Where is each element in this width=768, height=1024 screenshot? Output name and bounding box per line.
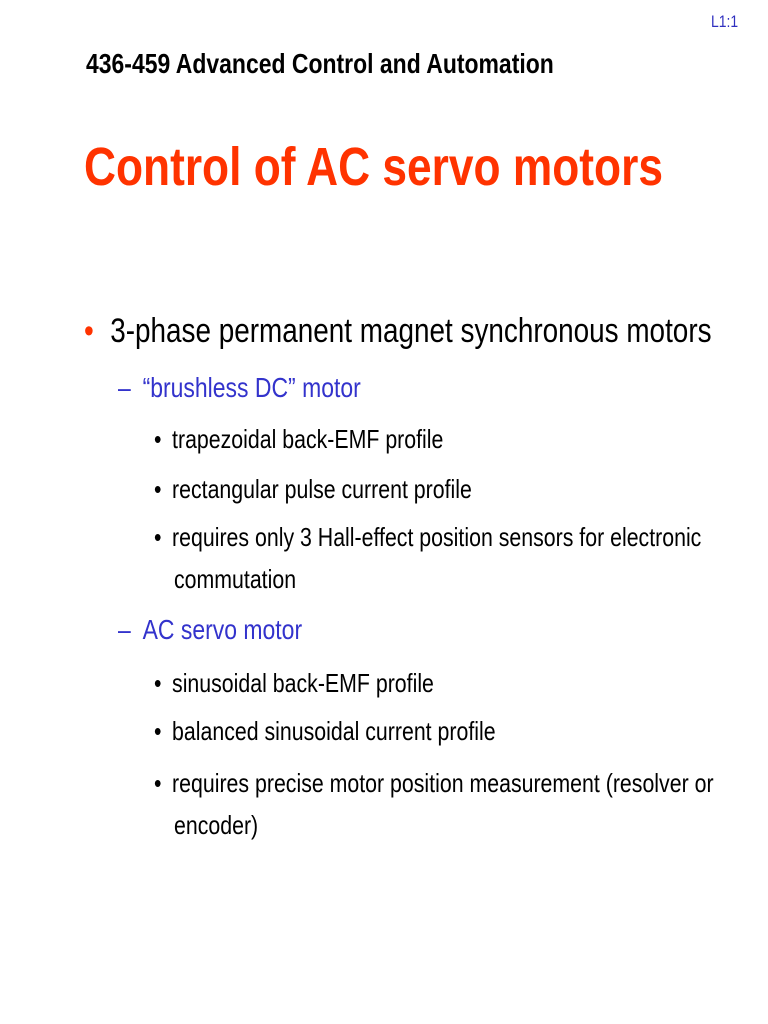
bullet-marker: • xyxy=(84,312,94,350)
list-item xyxy=(154,474,472,505)
main-bullet xyxy=(84,312,712,351)
bullet-marker: • xyxy=(154,716,162,746)
subheading-text: “brushless DC” motor xyxy=(142,372,361,403)
bullet-marker: • xyxy=(154,424,162,454)
list-item xyxy=(154,716,496,747)
bullet-marker: • xyxy=(154,768,162,798)
bullet-marker: • xyxy=(154,668,162,698)
subheading-brushless-dc xyxy=(118,372,361,404)
subheading-text: AC servo motor xyxy=(142,614,303,645)
list-item xyxy=(154,768,714,799)
list-item-text: balanced sinusoidal current profile xyxy=(172,716,496,746)
list-item xyxy=(154,522,701,553)
dash-marker: – xyxy=(118,614,131,645)
list-item-continuation: commutation xyxy=(174,564,297,594)
course-title: 436-459 Advanced Control and Automation xyxy=(86,48,554,79)
list-item-text: requires precise motor position measurement (resolver or xyxy=(172,768,714,798)
list-item-text: sinusoidal back-EMF profile xyxy=(172,668,434,698)
list-item-text: rectangular pulse current profile xyxy=(172,474,472,504)
slide-number: L1:1 xyxy=(710,12,738,31)
subheading-ac-servo xyxy=(118,614,302,646)
list-item-text: trapezoidal back-EMF profile xyxy=(172,424,444,454)
list-item-text: requires only 3 Hall-effect position sensors for electronic xyxy=(172,522,702,552)
list-item xyxy=(154,668,434,699)
bullet-marker: • xyxy=(154,522,162,552)
slide-title: Control of AC servo motors xyxy=(84,137,663,197)
list-item xyxy=(154,424,443,455)
dash-marker: – xyxy=(118,372,131,403)
main-bullet-text: 3-phase permanent magnet synchronous motors xyxy=(110,312,712,350)
list-item-continuation: encoder) xyxy=(174,810,259,840)
bullet-marker: • xyxy=(154,474,162,504)
